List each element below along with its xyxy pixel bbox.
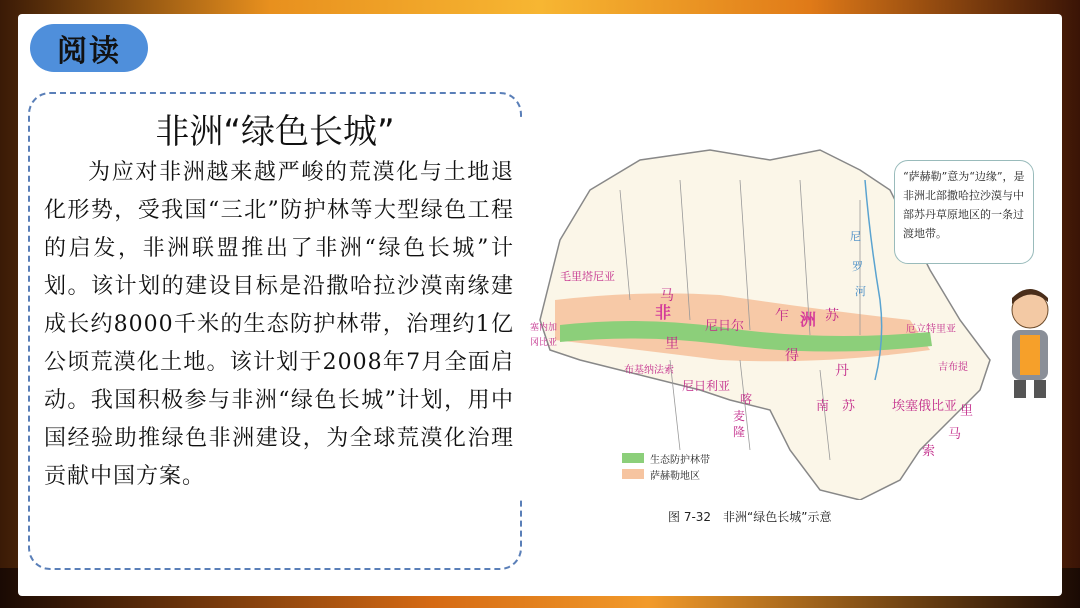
label-cameroon-2: 麦 <box>733 409 746 423</box>
label-nile-2: 罗 <box>852 260 863 273</box>
map-legend <box>622 450 710 482</box>
article-body: 为应对非洲越来越严峻的荒漠化与土地退化形势，受我国“三北”防护林等大型绿色工程的启发，非洲联盟推出了非洲“绿色长城”计划。该计划的建设目标是沿撒哈拉沙漠南缘建成长约8000千米的生态防护林带，治理约1亿公顷荒漠化土地。该计划于2008年7月全面启动。我国积极参与非洲“绿色长城”计划，用中国经验助推绿色非洲建设，为全球荒漠化治理贡献中国方案。 <box>44 160 514 489</box>
label-djibouti: 吉布提 <box>938 362 968 373</box>
label-niger: 尼日尔 <box>705 319 745 334</box>
article-title: 非洲“绿色长城” <box>155 112 395 152</box>
label-senegal: 塞内加 <box>530 323 558 333</box>
label-gambia: 冈比亚 <box>530 338 558 348</box>
label-cameroon-1: 喀 <box>740 392 753 406</box>
label-sudan-2: 丹 <box>835 363 849 379</box>
label-africa-1: 非 <box>655 303 672 322</box>
label-mauritania: 毛里塔尼亚 <box>560 270 615 283</box>
student-illustration <box>990 280 1070 400</box>
label-sudan-1: 苏 <box>825 308 839 324</box>
sahel-note-bubble: “萨赫勒”意为“边缘”，是非洲北部撒哈拉沙漠与中部苏丹草原地区的一条过渡地带。 <box>894 160 1034 264</box>
label-ethiopia: 埃塞俄比亚 <box>892 399 958 414</box>
label-nigeria: 尼日利亚 <box>682 379 731 393</box>
label-mali-1: 马 <box>660 288 674 304</box>
legend-label-belt: 生态防护林带 <box>650 454 710 466</box>
label-somalia-2: 马 <box>948 427 962 442</box>
label-eritrea: 厄立特里亚 <box>906 324 956 335</box>
label-somalia-3: 索 <box>922 444 936 459</box>
label-burkina: 布基纳法索 <box>624 365 674 376</box>
label-mali-2: 里 <box>665 336 679 352</box>
legend-label-sahel: 萨赫勒地区 <box>650 470 700 482</box>
legend-swatch-belt <box>622 453 644 463</box>
label-chad-2: 得 <box>785 348 799 364</box>
label-nile-1: 尼 <box>850 230 861 243</box>
label-south-sudan: 南 苏 <box>816 399 856 414</box>
label-africa-2: 洲 <box>800 310 817 329</box>
legend-swatch-sahel <box>622 469 644 479</box>
label-cameroon-3: 隆 <box>733 425 746 439</box>
label-somalia-1: 里 <box>960 404 974 419</box>
legend-item-belt <box>622 450 710 466</box>
reading-badge: 阅读 <box>30 24 148 72</box>
legend-item-sahel <box>622 466 710 482</box>
map-caption: 图 7-32 非洲“绿色长城”示意 <box>668 510 832 524</box>
article-box <box>28 92 522 570</box>
label-chad-1: 乍 <box>775 308 789 324</box>
label-nile-3: 河 <box>855 285 866 298</box>
